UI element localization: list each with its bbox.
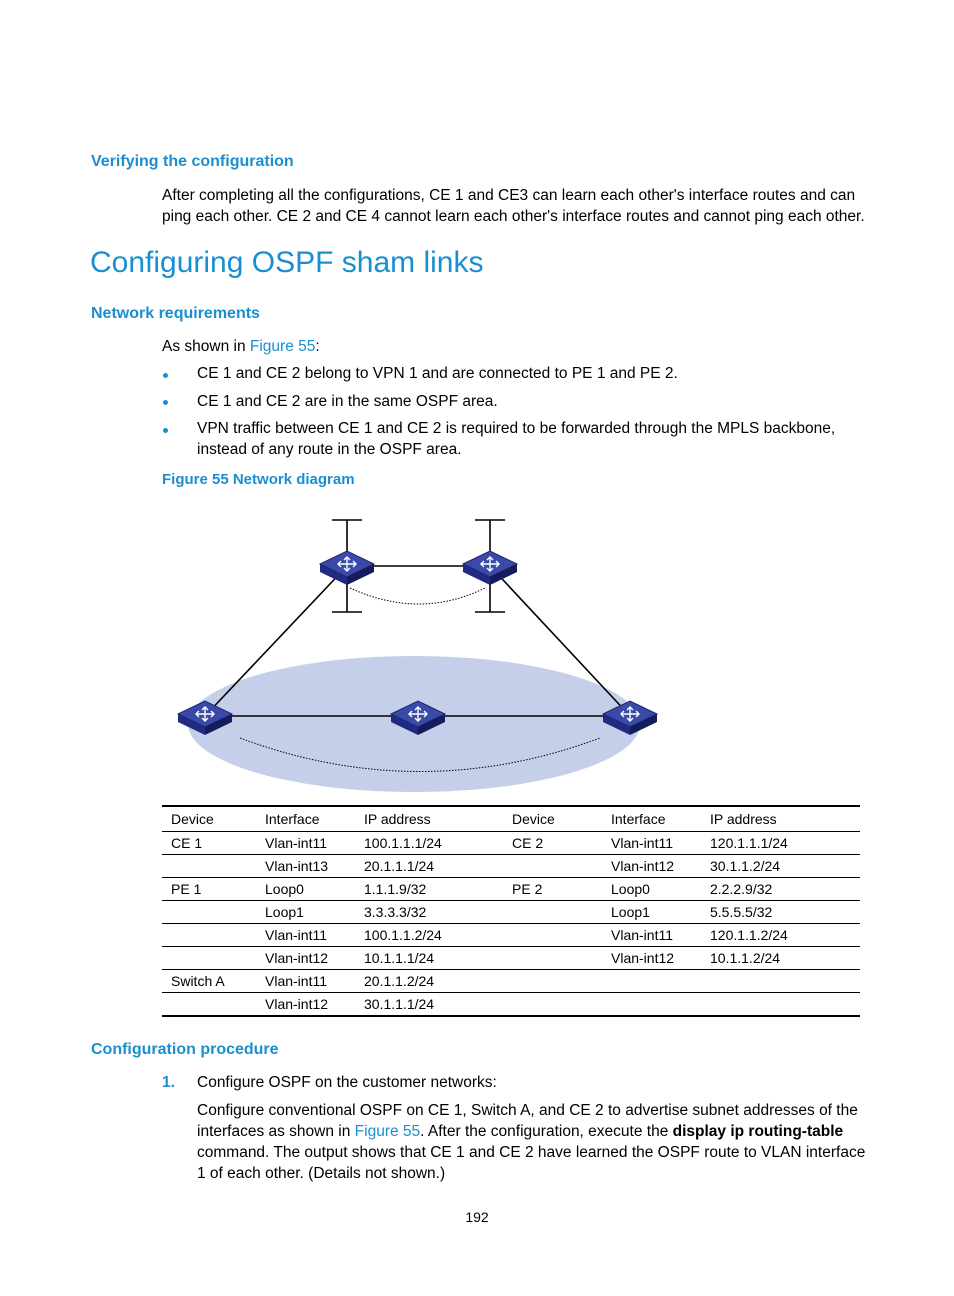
- verifying-line-1: After completing all the configurations, CE 1 and CE3 can learn each other's interface routes and can: [162, 187, 856, 204]
- table-cell: CE 2: [503, 832, 602, 855]
- step-text: Configure OSPF on the customer networks:: [197, 1074, 497, 1091]
- table-cell: [162, 924, 256, 947]
- table-cell: Vlan-int11: [256, 832, 355, 855]
- table-cell: [701, 993, 860, 1017]
- table-cell: Loop0: [602, 878, 701, 901]
- procedure-line-2a: interfaces as shown in: [197, 1123, 355, 1140]
- figure-link[interactable]: Figure 55: [249, 338, 316, 355]
- table-row: [162, 970, 860, 993]
- bullet-3-line-1: VPN traffic between CE 1 and CE 2 is required to be forwarded through the MPLS backbone,: [197, 420, 836, 437]
- section-heading-network: Network requirements: [91, 305, 260, 322]
- table-header-cell: IP address: [355, 806, 503, 832]
- table-cell: Loop1: [256, 901, 355, 924]
- procedure-line-3: command. The output shows that CE 1 and CE 2 have learned the OSPF route to VLAN interface: [197, 1144, 866, 1161]
- table-cell: 30.1.1.2/24: [701, 855, 860, 878]
- procedure-paragraph: [197, 1100, 877, 1184]
- table-cell: PE 2: [503, 878, 602, 901]
- bullet-item-3: [197, 418, 835, 460]
- bullet-dot: [163, 400, 168, 405]
- procedure-line-4: 1 of each other. (Details not shown.): [197, 1165, 446, 1182]
- step-number: 1.: [162, 1074, 175, 1091]
- bullet-dot: [163, 428, 168, 433]
- section-heading-procedure: Configuration procedure: [91, 1041, 279, 1058]
- bullet-item-2: CE 1 and CE 2 are in the same OSPF area.: [197, 393, 498, 410]
- figure-caption: Figure 55 Network diagram: [162, 471, 355, 488]
- table-cell: 3.3.3.3/32: [355, 901, 503, 924]
- verifying-line-2: ping each other. CE 2 and CE 4 cannot learn each other's interface routes and cannot ping each other.: [162, 208, 865, 225]
- table-cell: Vlan-int12: [256, 947, 355, 970]
- table-cell: 120.1.1.2/24: [701, 924, 860, 947]
- table-cell: Vlan-int12: [602, 947, 701, 970]
- table-cell: [602, 970, 701, 993]
- table-header-cell: Interface: [602, 806, 701, 832]
- table-row: [162, 901, 860, 924]
- table-cell: 2.2.2.9/32: [701, 878, 860, 901]
- switch-pe1-icon: [320, 551, 374, 585]
- procedure-line-2: [197, 1121, 877, 1142]
- table-cell: Loop0: [256, 878, 355, 901]
- table-cell: PE 1: [162, 878, 256, 901]
- table-cell: [602, 993, 701, 1017]
- network-diagram: [0, 500, 954, 800]
- intro-suffix: :: [315, 338, 320, 355]
- table-cell: Vlan-int12: [265, 996, 329, 1012]
- table-cell: CE 1: [162, 832, 256, 855]
- table-cell: [503, 855, 602, 878]
- figure-link[interactable]: Figure 55: [354, 1123, 421, 1140]
- table-header-cell: Interface: [256, 806, 355, 832]
- procedure-line-2b: . After the configuration, execute the: [420, 1123, 673, 1140]
- table-cell: 20.1.1.1/24: [355, 855, 503, 878]
- table-cell: Vlan-int13: [256, 855, 355, 878]
- sham-link-arc: [350, 588, 485, 604]
- table-cell: 120.1.1.1/24: [701, 832, 860, 855]
- table-row: [162, 855, 860, 878]
- table-row: [162, 924, 860, 947]
- table-cell: [503, 924, 602, 947]
- table-cell: [701, 970, 860, 993]
- table-cell: 1.1.1.9/32: [355, 878, 503, 901]
- table-cell: Switch A: [162, 970, 256, 993]
- table-cell: [162, 855, 256, 878]
- page-number: 192: [465, 1209, 489, 1225]
- procedure-line-1: Configure conventional OSPF on CE 1, Switch A, and CE 2 to advertise subnet addresses of the: [197, 1102, 858, 1119]
- page-title: Configuring OSPF sham links: [90, 246, 484, 279]
- table-row: [162, 832, 860, 855]
- table-cell: Vlan-int12: [602, 855, 701, 878]
- table-cell: [503, 947, 602, 970]
- table-header-cell: IP address: [701, 806, 860, 832]
- table-row: [162, 947, 860, 970]
- table-cell: Loop1: [602, 901, 701, 924]
- bullet-3-line-2: instead of any route in the OSPF area.: [197, 441, 462, 458]
- table-cell: [162, 993, 256, 1017]
- table-cell: 20.1.1.2/24: [355, 970, 503, 993]
- table-cell: 100.1.1.1/24: [355, 832, 503, 855]
- table-cell: [162, 901, 256, 924]
- command-text: display ip routing-table: [672, 1123, 844, 1140]
- table-row: [162, 993, 860, 1017]
- table-cell: [503, 993, 602, 1017]
- table-row: [162, 878, 860, 901]
- table-cell: 5.5.5.5/32: [701, 901, 860, 924]
- table-cell: Vlan-int11: [256, 924, 355, 947]
- table-cell: 10.1.1.1/24: [355, 947, 503, 970]
- table-cell: [503, 901, 602, 924]
- bullet-dot: [163, 373, 168, 378]
- table-cell: Vlan-int11: [602, 924, 701, 947]
- table-cell: 10.1.1.2/24: [701, 947, 860, 970]
- table-cell: [503, 970, 602, 993]
- interface-table: [162, 805, 860, 1017]
- network-intro: [162, 336, 320, 357]
- table-cell: Vlan-int11: [256, 970, 355, 993]
- table-cell: [162, 947, 256, 970]
- table-header-row: [162, 806, 860, 832]
- table-cell: 100.1.1.2/24: [355, 924, 503, 947]
- bullet-item-1: CE 1 and CE 2 belong to VPN 1 and are connected to PE 1 and PE 2.: [197, 365, 678, 382]
- verifying-paragraph: [162, 185, 872, 227]
- table-cell: 30.1.1.1/24: [364, 996, 435, 1012]
- intro-prefix: As shown in: [162, 338, 250, 355]
- table-cell: Vlan-int11: [602, 832, 701, 855]
- section-heading-verifying: Verifying the configuration: [91, 153, 294, 170]
- table-header-cell: Device: [162, 806, 256, 832]
- switch-pe2-icon: [463, 551, 517, 585]
- table-header-cell: Device: [503, 806, 602, 832]
